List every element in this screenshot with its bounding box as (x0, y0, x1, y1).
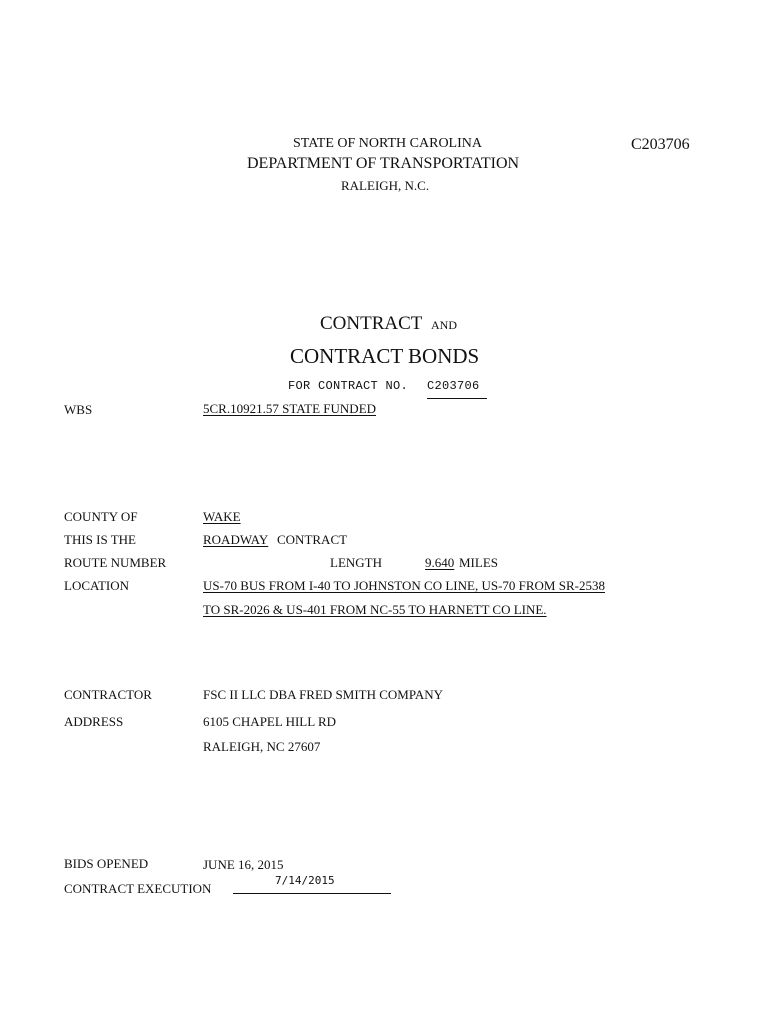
contract-bonds-title: CONTRACT BONDS (290, 344, 480, 368)
bids-opened-value: JUNE 16, 2015 (203, 857, 284, 872)
for-contract-label: FOR CONTRACT NO. (288, 379, 409, 393)
location-line-2: TO SR-2026 & US-401 FROM NC-55 TO HARNETT CO LINE. (203, 602, 547, 617)
contractor-label: CONTRACTOR (64, 687, 152, 702)
contract-and: AND (431, 318, 457, 332)
address-line-2: RALEIGH, NC 27607 (203, 739, 321, 754)
contract-title: CONTRACT (320, 313, 423, 334)
location-label: LOCATION (64, 578, 129, 593)
contract-type-label: THIS IS THE (64, 532, 136, 547)
contract-number-underline (427, 398, 487, 399)
length-value: 9.640 (425, 555, 455, 570)
address-line-1: 6105 CHAPEL HILL RD (203, 714, 337, 729)
state-name: STATE OF NORTH CAROLINA (293, 136, 482, 151)
bids-opened-label: BIDS OPENED (64, 856, 149, 871)
length-label: LENGTH (330, 555, 382, 570)
wbs-label: WBS (64, 402, 93, 417)
execution-signature-line (233, 893, 391, 894)
for-contract-number: C203706 (427, 379, 480, 393)
location-line-1: US-70 BUS FROM I-40 TO JOHNSTON CO LINE, US-70 FROM SR-2538 (203, 578, 605, 593)
address-label: ADDRESS (64, 714, 124, 729)
length-unit: MILES (459, 555, 498, 570)
contract-execution-value: 7/14/2015 (275, 874, 335, 887)
contract-id: C203706 (631, 136, 690, 153)
contractor-name: FSC II LLC DBA FRED SMITH COMPANY (203, 687, 444, 702)
contract-type-value: ROADWAY (203, 532, 269, 547)
city: RALEIGH, N.C. (341, 178, 430, 193)
wbs-value: 5CR.10921.57 STATE FUNDED (203, 401, 377, 416)
contract-execution-label: CONTRACT EXECUTION (64, 881, 212, 896)
route-number-label: ROUTE NUMBER (64, 555, 167, 570)
county-label: COUNTY OF (64, 509, 138, 524)
county-value: WAKE (203, 509, 241, 524)
department-name: DEPARTMENT OF TRANSPORTATION (247, 155, 520, 172)
contract-type-suffix: CONTRACT (277, 532, 348, 547)
